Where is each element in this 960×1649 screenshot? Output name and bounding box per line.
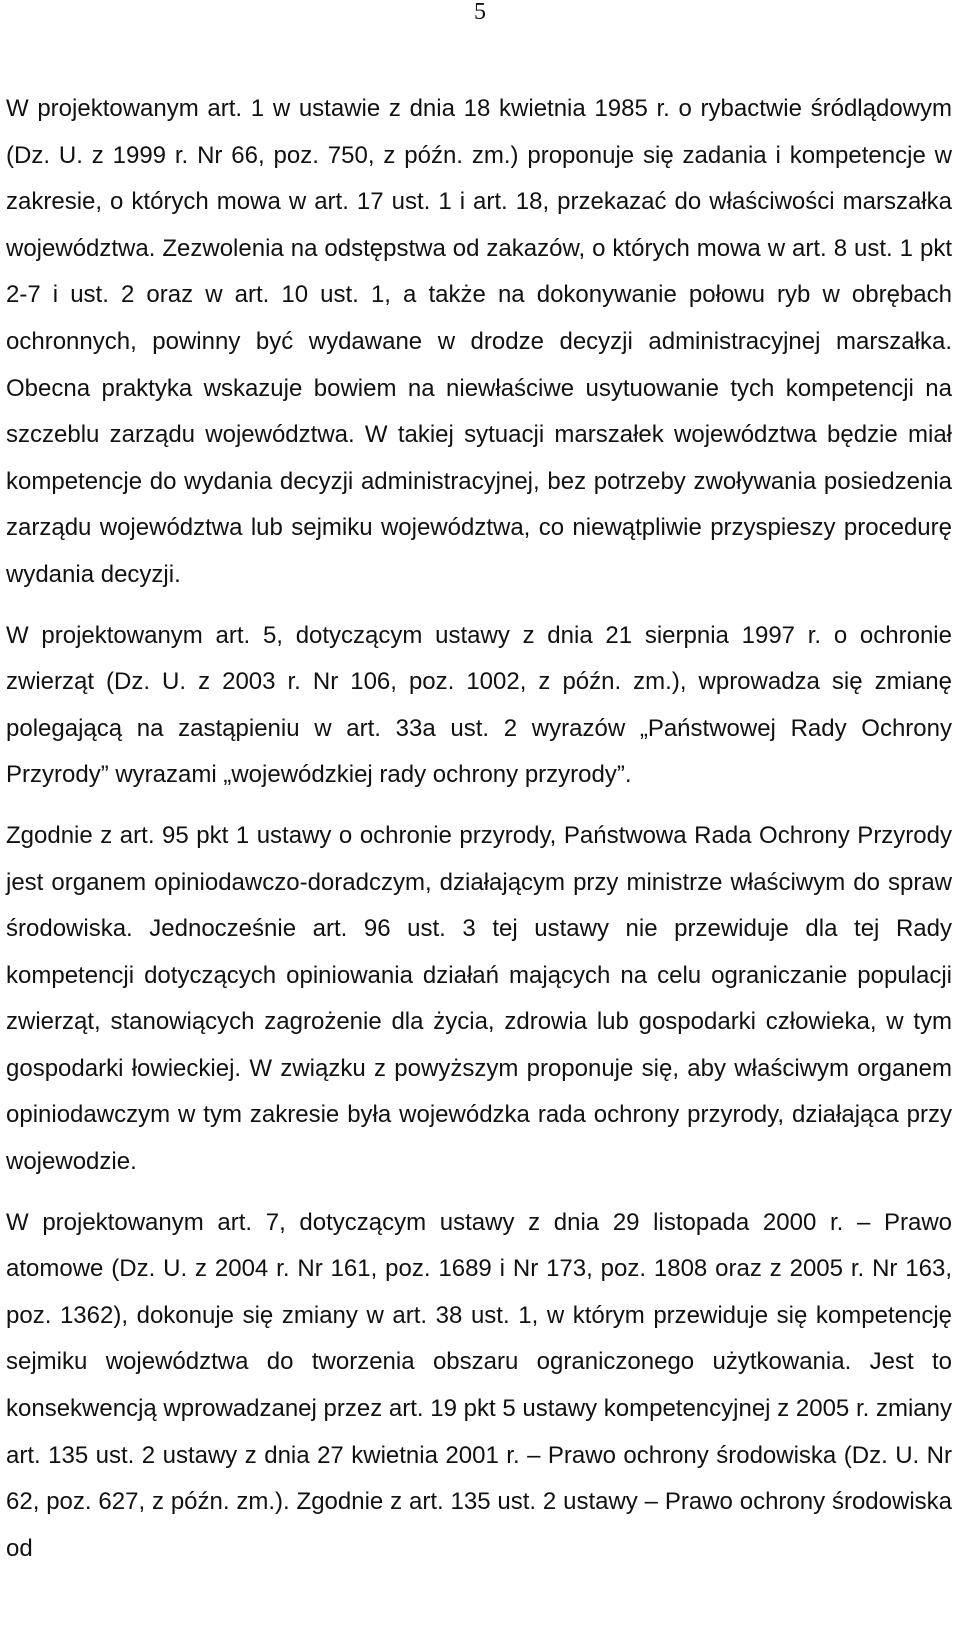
paragraph-rada-ochrony-przyrody: Zgodnie z art. 95 pkt 1 ustawy o ochronie przyrody, Państwowa Rada Ochrony Przyrody jest organem opiniodawczo-doradczym, działającym przy ministrze właściwym do spraw środowiska. Jednocześnie art. 96 ust. 3 tej ustawy nie przewiduje dla tej Rady kompetencji dotyczących opiniowania działań mających na celu ograniczanie populacji zwierząt, stanowiących zagrożenie dla życia, zdrowia lub gospodarki człowieka, w tym gospodarki łowieckiej. W związku z powyższym proponuje się, aby właściwym organem opiniodawczym w tym zakresie była wojewódzka rada ochrony przyrody, działająca przy wojewodzie. (6, 821, 952, 1176)
document-body (6, 86, 952, 1572)
paragraph-rybactwo: W projektowanym art. 1 w ustawie z dnia 18 kwietnia 1985 r. o rybactwie śródlądowym (Dz. U. z 1999 r. Nr 66, poz. 750, z późn. zm.) proponuje się zadania i kompetencje w zakresie, o których mowa w art. 17 ust. 1 i art. 18, przekazać do właściwości marszałka województwa. Zezwolenia na odstępstwa od zakazów, o których mowa w art. 8 ust. 1 pkt 2-7 i ust. 2 oraz w art. 10 ust. 1, a także na dokonywanie połowu ryb w obrębach ochronnych, powinny być wydawane w drodze decyzji administracyjnej marszałka. Obecna praktyka wskazuje bowiem na niewłaściwe usytuowanie tych kompetencji na szczeblu zarządu województwa. W takiej sytuacji marszałek województwa będzie miał kompetencje do wydania decyzji administracyjnej, bez potrzeby zwoływania posiedzenia zarządu województwa lub sejmiku województwa, co niewątpliwie przyspieszy procedurę wydania decyzji. (6, 95, 952, 588)
paragraph-ochrona-zwierzat: W projektowanym art. 5, dotyczącym ustawy z dnia 21 sierpnia 1997 r. o ochronie zwierząt (Dz. U. z 2003 r. Nr 106, poz. 1002, z późn. zm.), wprowadza się zmianę polegającą na zastąpieniu w art. 33a ust. 2 wyrazów „Państwowej Rady Ochrony Przyrody” wyrazami „wojewódzkiej rady ochrony przyrody”. (6, 621, 952, 789)
page-number: 5 (474, 0, 486, 25)
paragraph-prawo-atomowe: W projektowanym art. 7, dotyczącym ustawy z dnia 29 listopada 2000 r. – Prawo atomowe (Dz. U. z 2004 r. Nr 161, poz. 1689 i Nr 173, poz. 1808 oraz z 2005 r. Nr 163, poz. 1362), dokonuje się zmiany w art. 38 ust. 1, w którym przewiduje się kompetencję sejmiku województwa do tworzenia obszaru ograniczonego użytkowania. Jest to konsekwencją wprowadzanej przez art. 19 pkt 5 ustawy kompetencyjnej z 2005 r. zmiany art. 135 ust. 2 ustawy z dnia 27 kwietnia 2001 r. – Prawo ochrony środowiska (Dz. U. Nr 62, poz. 627, z późn. zm.). Zgodnie z art. 135 ust. 2 ustawy – Prawo ochrony środowiska od (6, 1208, 952, 1562)
